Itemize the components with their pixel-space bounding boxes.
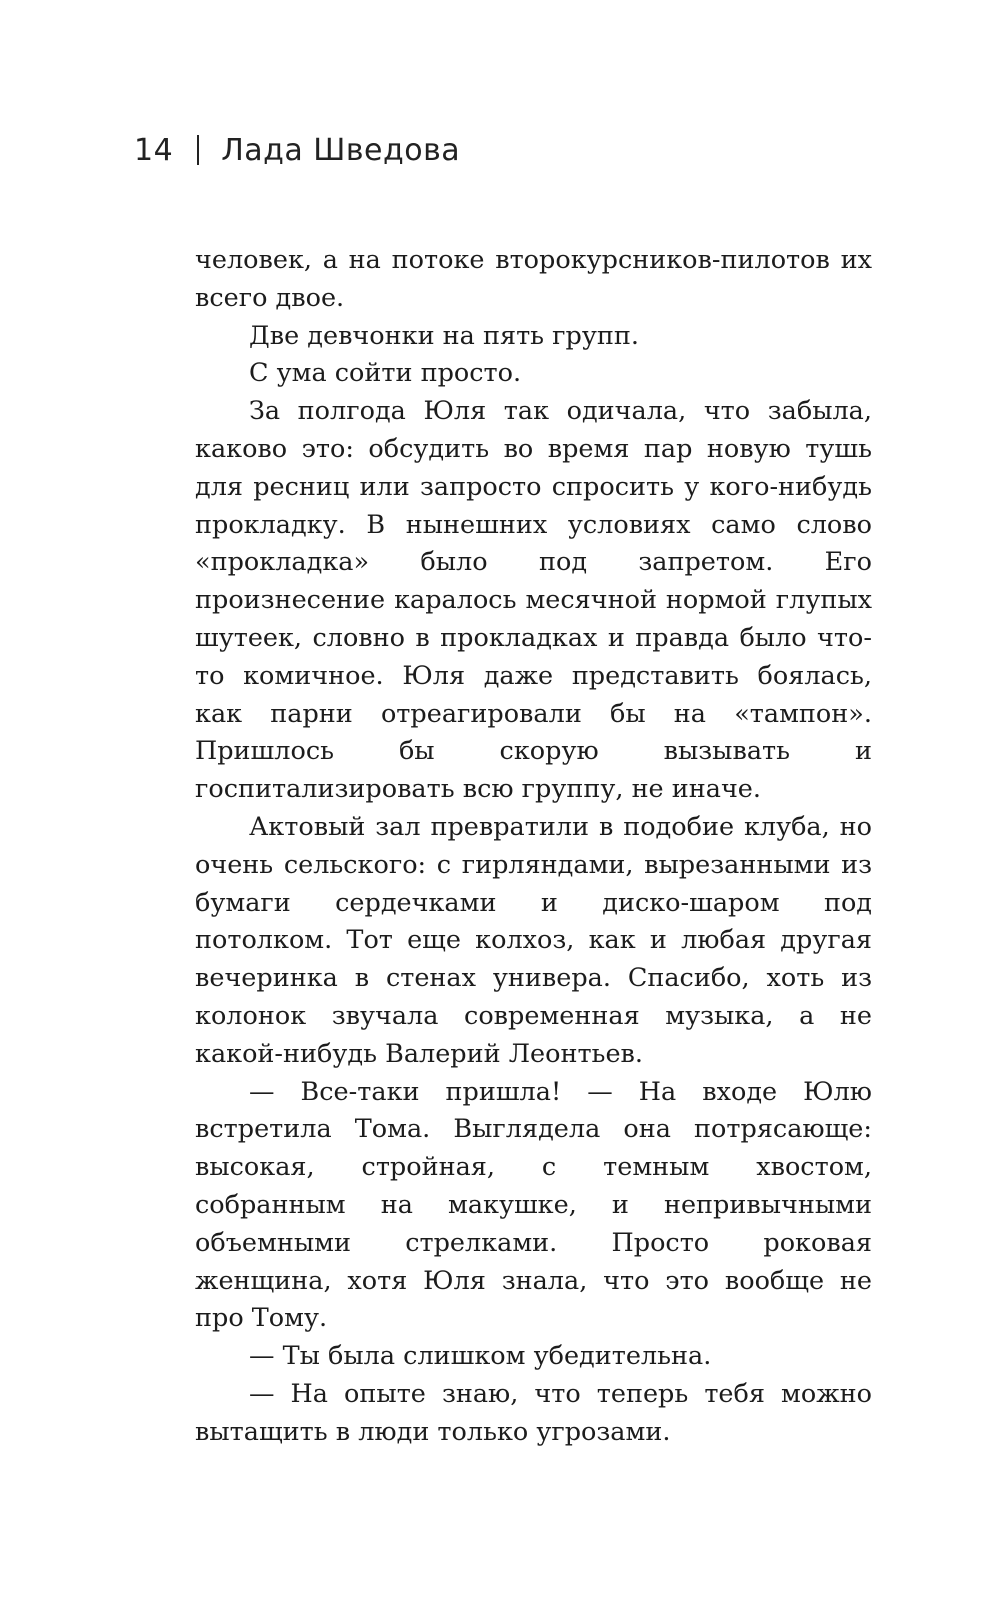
header-separator — [197, 135, 199, 165]
page-number: 14 — [134, 132, 174, 168]
running-head — [134, 130, 460, 170]
paragraph: За полгода Юля так одичала, что забыла, каково это: обсудить во время пар новую тушь для ресниц или запросто спросить у кого-нибудь прокладку. В нынешних условиях само слово «прокладка» было под запретом. Его произнесение каралось месячной нормой глупых шутеек, словно в прокладках и правда было что-то комичное. Юля даже представить боялась, как парни отреагировали бы на «тампон». Пришлось бы скорую вызывать и госпитализировать всю группу, не иначе. — [195, 396, 872, 805]
body-text — [195, 242, 872, 1452]
paragraph: Две девчонки на пять групп. — [249, 320, 639, 351]
paragraph: — Все-таки пришла! — На входе Юлю встретила Тома. Выглядела она потрясающе: высокая, стройная, с темным хвостом, собранным на макушке, и непривычными объемными стрелками. Просто роковая женщина, хотя Юля знала, что это вообще не про Тому. — [195, 1076, 872, 1334]
paragraph: С ума сойти просто. — [249, 358, 522, 389]
paragraph: Актовый зал превратили в подобие клуба, но очень сельского: с гирляндами, вырезанными из бумаги сердечками и диско-шаром под потолком. Тот еще колхоз, как и любая другая вечеринка в стенах универа. Спасибо, хоть из колонок звучала современная музыка, а не какой-нибудь Валерий Леонтьев. — [195, 811, 872, 1069]
paragraph: человек, а на потоке второкурсников-пилотов их всего двое. — [195, 245, 872, 313]
author-name: Лада Шведова — [221, 132, 461, 168]
paragraph: — Ты была слишком убедительна. — [249, 1341, 712, 1372]
paragraph: — На опыте знаю, что теперь тебя можно вытащить в люди только угрозами. — [195, 1378, 872, 1447]
